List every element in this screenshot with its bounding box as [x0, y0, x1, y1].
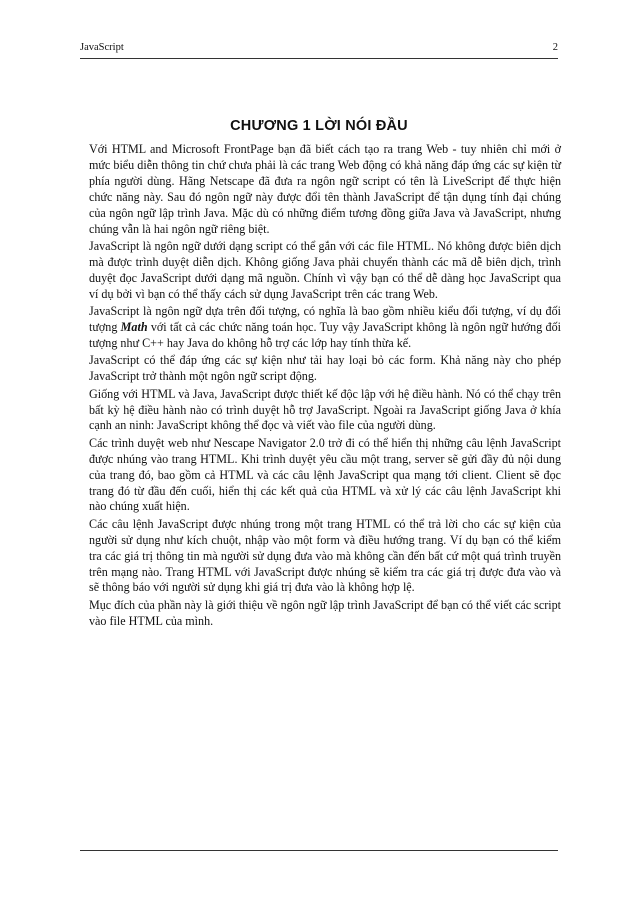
paragraph-user-events: Các câu lệnh JavaScript được nhúng trong một trang HTML có thể trả lời cho các sự kiện của người sử dụng như kích chuột, nhập vào một form và điều hướng trang. Ví dụ bạn có thể kiểm tra các giá trị thông tin mà người sử dụng đưa vào mà không cần đến bất cứ một quá trình truyền trên mạng nào. Trang HTML với JavaScript được nhúng sẽ kiểm tra các giá trị được đưa vào và sẽ thông báo với người sử dụng khi giá trị đưa vào là không hợp lệ. — [89, 516, 561, 595]
page-header — [80, 40, 558, 59]
paragraph-events: JavaScript có thể đáp ứng các sự kiện như tải hay loại bỏ các form. Khả năng này cho phép JavaScript trở thành một ngôn ngữ script động. — [89, 353, 561, 384]
paragraph-platform-independence: Giống với HTML và Java, JavaScript được thiết kế độc lập với hệ điều hành. Nó có thể chạy trên bất kỳ hệ điều hành nào có trình duyệt hỗ trợ JavaScript. Ngoài ra JavaScript giống Java ở khía cạnh an ninh: JavaScript không thể đọc và viết vào file của người dùng. — [89, 386, 561, 433]
chapter-title: CHƯƠNG 1 LỜI NÓI ĐẦU — [230, 118, 408, 134]
header-page-number: 2 — [552, 42, 558, 53]
footer-divider — [80, 850, 558, 851]
document-body — [89, 142, 561, 631]
math-object-term: Math — [120, 319, 148, 334]
header-document-title: JavaScript — [80, 42, 124, 53]
paragraph-purpose: Mục đích của phần này là giới thiệu về ngôn ngữ lập trình JavaScript để bạn có thể viết các script vào file HTML của mình. — [89, 597, 561, 628]
paragraph-browsers: Các trình duyệt web như Nescape Navigator 2.0 trở đi có thể hiển thị những câu lệnh JavaScript được nhúng vào trang HTML. Khi trình duyệt yêu cầu một trang, server sẽ gửi đầy đủ nội dung của trang đó, bao gồm cả HTML và các câu lệnh JavaScript qua mạng tới client. Client sẽ đọc trang đó từ đầu đến cuối, hiển thị các kết quả của HTML và xử lý các câu lệnh JavaScript khi nào chúng xuất hiện. — [89, 435, 561, 514]
paragraph-script-language: JavaScript là ngôn ngữ dưới dạng script có thể gắn với các file HTML. Nó không được biên dịch mà được trình duyệt diễn dịch. Không giống Java phải chuyển thành các mã dễ biên dịch, trình duyệt đọc JavaScript dưới dạng mã nguồn. Chính vì vậy bạn có thể dễ dàng học JavaScript qua ví dụ bởi vì bạn có thể thấy cách sử dụng JavaScript trên các trang Web. — [89, 238, 561, 301]
paragraph-text: JavaScript là ngôn ngữ dựa trên đối tượng, có nghĩa là bao gồm nhiều kiểu đối tượng, ví dụ đối tượng — [89, 304, 561, 334]
paragraph-object-based — [89, 304, 561, 352]
paragraph-text: với tất cả các chức năng toán học. Tuy vậy JavaScript không là ngôn ngữ hướng đối tượng như C++ hay Java do không hỗ trợ các lớp hay tính thừa kế. — [89, 319, 561, 350]
paragraph-intro: Với HTML and Microsoft FrontPage bạn đã biết cách tạo ra trang Web - tuy nhiên chỉ mới ở mức biểu diễn thông tin chứ chưa phải là các trang Web động có khả năng đáp ứng các sự kiện từ phía người dùng. Hãng Netscape đã đưa ra ngôn ngữ script có tên là LiveScript để thực hiện chức năng này. Sau đó ngôn ngữ này được đổi tên thành JavaScript để tận dụng tính đại chúng của ngôn ngữ lập trình Java. Mặc dù có những điểm tương đồng giữa Java và JavaScript, nhưng chúng vẫn là hai ngôn ngữ riêng biệt. — [89, 142, 561, 236]
